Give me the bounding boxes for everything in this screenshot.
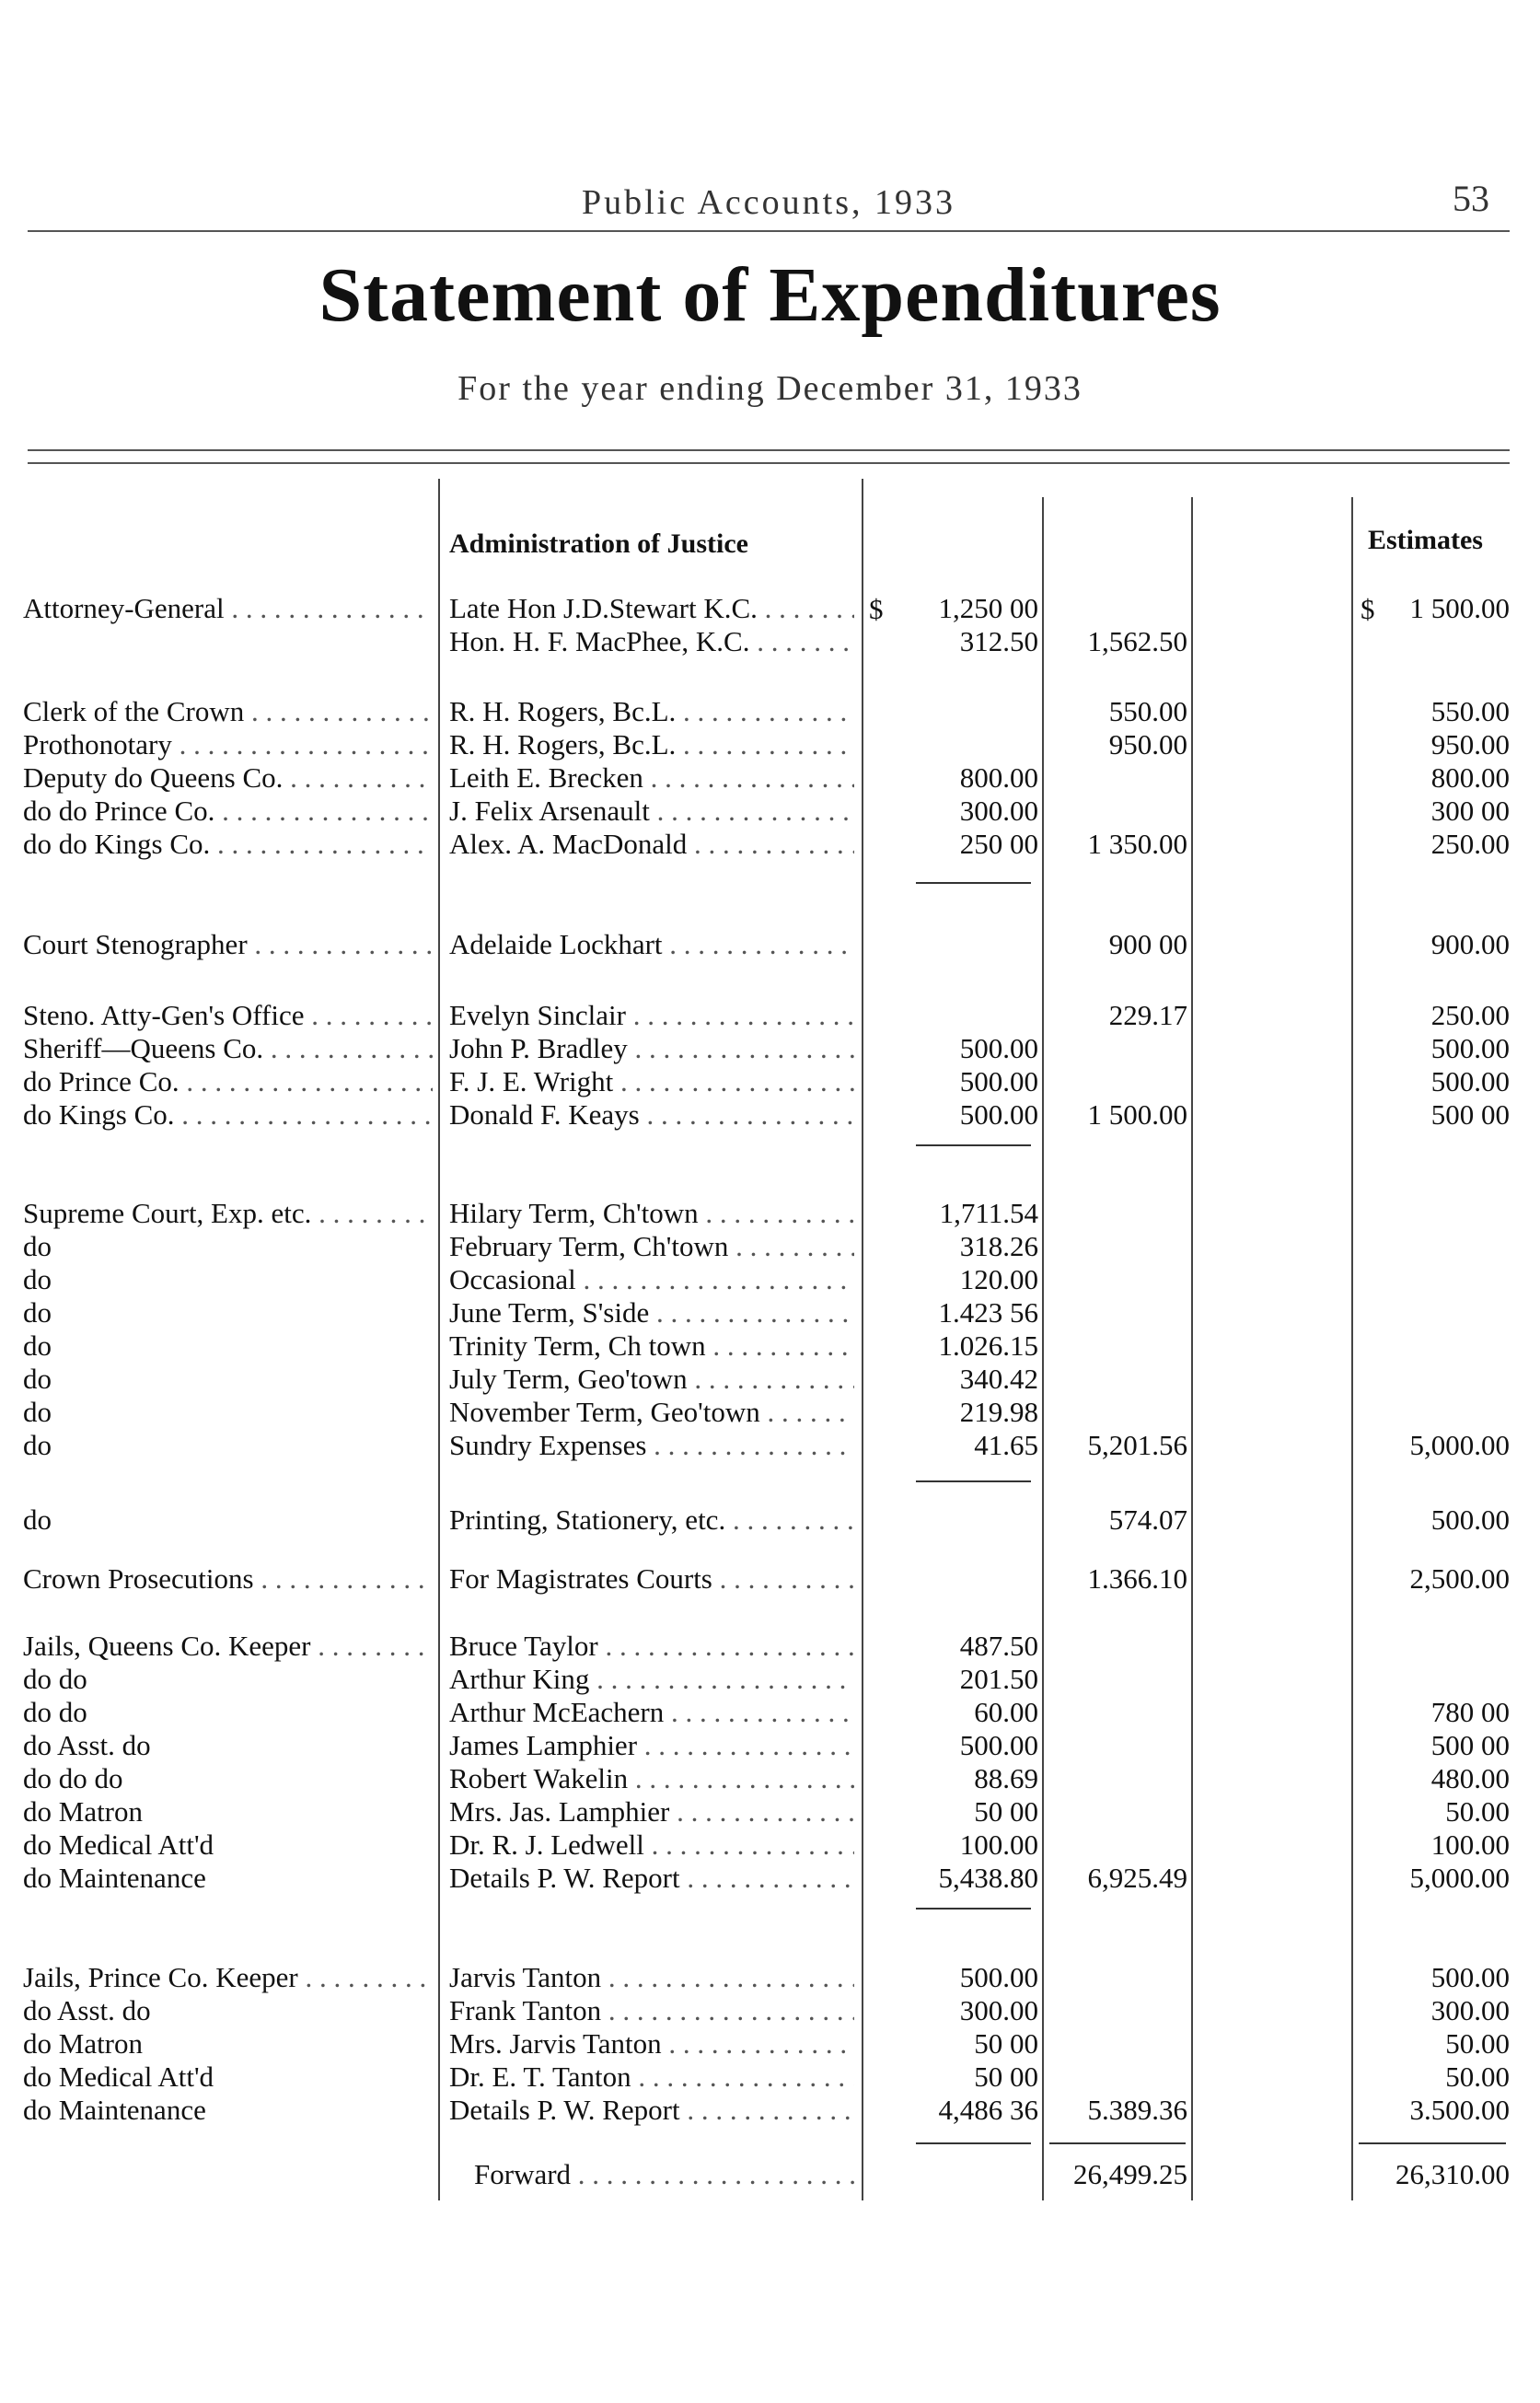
row-total: 229.17	[1108, 999, 1187, 1031]
forward-total: 26,499.25	[1073, 2158, 1187, 2190]
table-row	[0, 2027, 1540, 2061]
row-label: do Medical Att'd	[23, 2061, 214, 2093]
row-amount: 500.00	[959, 1729, 1038, 1761]
row-label: do	[23, 1396, 52, 1428]
row-total: 5.389.36	[1087, 2094, 1187, 2126]
row-payee: Sundry Expenses . . .	[449, 1429, 854, 1462]
table-row	[0, 1396, 1540, 1429]
row-amount: 50 00	[974, 2061, 1038, 2093]
table-row	[0, 1994, 1540, 2027]
row-label: do Kings Co. . . .	[23, 1098, 433, 1132]
row-label: do Matron	[23, 1795, 144, 1828]
table-row	[0, 1429, 1540, 1462]
table-row	[0, 1032, 1540, 1065]
row-estimate: 500.00	[1430, 1503, 1510, 1536]
row-estimate: 500.00	[1430, 1961, 1510, 1993]
row-payee: J. Felix Arsenault . . .	[449, 795, 854, 828]
table-row	[0, 1065, 1540, 1098]
row-payee: June Term, S'side . . .	[449, 1296, 854, 1329]
row-amount: 250 00	[959, 828, 1038, 860]
row-estimate: 950.00	[1430, 728, 1510, 760]
row-payee: Trinity Term, Ch town . . .	[449, 1329, 854, 1363]
forward-row	[0, 2158, 1540, 2191]
row-label: do do do	[23, 1762, 123, 1794]
row-total: 5,201.56	[1087, 1429, 1187, 1461]
row-amount: 50 00	[974, 1795, 1038, 1828]
row-label: Supreme Court, Exp. etc. . . .	[23, 1197, 433, 1230]
row-payee: F. J. E. Wright . . .	[449, 1065, 854, 1098]
table-row	[0, 1795, 1540, 1828]
row-estimate: 550.00	[1430, 695, 1510, 727]
row-label: do	[23, 1263, 52, 1295]
row-label: Attorney-General . . .	[23, 592, 433, 625]
row-payee: Robert Wakelin . . .	[449, 1762, 854, 1795]
row-estimate: 50.00	[1445, 1795, 1510, 1828]
row-label: do Medical Att'd	[23, 1828, 214, 1861]
row-label: Court Stenographer . . .	[23, 928, 433, 961]
page-title: Statement of Expenditures	[318, 252, 1222, 338]
row-estimate: 780 00	[1430, 1696, 1510, 1728]
row-estimate: 800.00	[1430, 761, 1510, 794]
row-amount: 88.69	[974, 1762, 1038, 1794]
row-estimate: 480.00	[1430, 1762, 1510, 1794]
row-amount: 340.42	[959, 1363, 1038, 1395]
row-amount: 1,250 00	[938, 592, 1038, 624]
table-row	[0, 592, 1540, 625]
row-payee: Jarvis Tanton . . .	[449, 1961, 854, 1994]
table-row	[0, 695, 1540, 728]
row-payee: Hilary Term, Ch'town . . .	[449, 1197, 854, 1230]
row-amount: 1.026.15	[938, 1329, 1038, 1362]
row-amount: 300.00	[959, 795, 1038, 827]
row-estimate: 300.00	[1430, 1994, 1510, 2026]
table-row	[0, 1230, 1540, 1263]
row-estimate: 100.00	[1430, 1828, 1510, 1861]
table-row	[0, 1197, 1540, 1230]
row-label: Crown Prosecutions . . .	[23, 1562, 433, 1596]
table-row	[0, 1263, 1540, 1296]
row-label: Sheriff—Queens Co. . . .	[23, 1032, 433, 1065]
row-amount: 500.00	[959, 1032, 1038, 1064]
row-payee: Leith E. Brecken . . .	[449, 761, 854, 795]
row-amount: 60.00	[974, 1696, 1038, 1728]
row-total: 550.00	[1108, 695, 1187, 727]
row-payee: Dr. E. T. Tanton . . .	[449, 2061, 854, 2094]
row-amount: 201.50	[959, 1663, 1038, 1695]
row-payee: For Magistrates Courts . . .	[449, 1562, 854, 1596]
row-amount: 500.00	[959, 1961, 1038, 1993]
row-estimate: 500.00	[1430, 1032, 1510, 1064]
row-payee: Late Hon J.D.Stewart K.C. . . .	[449, 592, 854, 625]
running-title: Public Accounts, 1933	[581, 183, 956, 222]
row-estimate: 500 00	[1430, 1729, 1510, 1761]
row-label: Steno. Atty-Gen's Office . . .	[23, 999, 433, 1032]
row-total: 1.366.10	[1087, 1562, 1187, 1595]
row-label: do do Prince Co. . . .	[23, 795, 433, 828]
row-estimate: 900.00	[1430, 928, 1510, 960]
row-label: Jails, Prince Co. Keeper . . .	[23, 1961, 433, 1994]
table-row	[0, 1098, 1540, 1132]
dollar-sign-amounts: $	[869, 593, 884, 625]
row-label: do Asst. do	[23, 1729, 151, 1761]
row-payee: John P. Bradley . . .	[449, 1032, 854, 1065]
table-row	[0, 1862, 1540, 1895]
row-payee: Occasional . . .	[449, 1263, 854, 1296]
row-amount: 500.00	[959, 1098, 1038, 1131]
table-row	[0, 1630, 1540, 1663]
row-label: do Matron	[23, 2027, 144, 2060]
page-number: 53	[1453, 178, 1489, 219]
sum-line	[916, 1908, 1031, 1910]
row-payee: Frank Tanton . . .	[449, 1994, 854, 2027]
row-amount: 5,438.80	[938, 1862, 1038, 1894]
row-payee: July Term, Geo'town . . .	[449, 1363, 854, 1396]
sum-line	[1359, 2142, 1506, 2144]
row-amount: 500.00	[959, 1065, 1038, 1097]
row-amount: 120.00	[959, 1263, 1038, 1295]
row-payee: Details P. W. Report . . .	[449, 1862, 854, 1895]
running-header	[28, 177, 1510, 232]
table-row	[0, 1663, 1540, 1696]
row-payee: Mrs. Jarvis Tanton . . .	[449, 2027, 854, 2061]
row-total: 1 350.00	[1087, 828, 1187, 860]
sum-line	[916, 882, 1031, 884]
table-row	[0, 999, 1540, 1032]
table-row	[0, 728, 1540, 761]
row-payee: R. H. Rogers, Bc.L. . . .	[449, 728, 854, 761]
row-total: 574.07	[1108, 1503, 1187, 1536]
row-estimate: 250.00	[1430, 999, 1510, 1031]
table-row	[0, 1762, 1540, 1795]
table-row	[0, 828, 1540, 861]
row-payee: November Term, Geo'town . . .	[449, 1396, 854, 1429]
table-row	[0, 2094, 1540, 2127]
row-total: 1 500.00	[1087, 1098, 1187, 1131]
row-label: Jails, Queens Co. Keeper . . .	[23, 1630, 433, 1663]
row-label: do	[23, 1329, 52, 1362]
sum-line	[916, 1144, 1031, 1146]
table-row	[0, 625, 1540, 658]
row-estimate: 500 00	[1430, 1098, 1510, 1131]
row-amount: 487.50	[959, 1630, 1038, 1662]
row-amount: 219.98	[959, 1396, 1038, 1428]
row-estimate: 50.00	[1445, 2061, 1510, 2093]
table-row	[0, 2061, 1540, 2094]
forward-estimate: 26,310.00	[1395, 2158, 1510, 2190]
row-payee: Printing, Stationery, etc. . . .	[449, 1503, 854, 1537]
row-estimate: 50.00	[1445, 2027, 1510, 2060]
row-estimate: 2,500.00	[1409, 1562, 1510, 1595]
row-total: 6,925.49	[1087, 1862, 1187, 1894]
row-amount: 1.423 56	[938, 1296, 1038, 1329]
header-rule	[28, 230, 1510, 232]
row-amount: 41.65	[974, 1429, 1038, 1461]
row-estimate: 5,000.00	[1409, 1862, 1510, 1894]
row-payee: Adelaide Lockhart . . .	[449, 928, 854, 961]
row-estimate: 5,000.00	[1409, 1429, 1510, 1461]
row-amount: 50 00	[974, 2027, 1038, 2060]
row-label: do	[23, 1363, 52, 1395]
table-row	[0, 1329, 1540, 1363]
page-subtitle: For the year ending December 31, 1933	[457, 369, 1083, 408]
row-payee: Evelyn Sinclair . . .	[449, 999, 854, 1032]
dollar-sign-estimates: $	[1361, 593, 1375, 625]
row-label: do	[23, 1429, 52, 1461]
row-amount: 1,711.54	[939, 1197, 1038, 1229]
row-payee: Arthur King . . .	[449, 1663, 854, 1696]
row-payee: Mrs. Jas. Lamphier . . .	[449, 1795, 854, 1828]
row-estimate: 500.00	[1430, 1065, 1510, 1097]
table-row	[0, 1503, 1540, 1537]
row-payee: Hon. H. F. MacPhee, K.C. . . .	[449, 625, 854, 658]
row-label: do	[23, 1230, 52, 1262]
table-row	[0, 1729, 1540, 1762]
row-label: Deputy do Queens Co. . . .	[23, 761, 433, 795]
row-label: do Asst. do	[23, 1994, 151, 2026]
row-label: do	[23, 1503, 52, 1536]
row-label: do do Kings Co. . . .	[23, 828, 433, 861]
row-amount: 300.00	[959, 1994, 1038, 2026]
row-amount: 4,486 36	[938, 2094, 1038, 2126]
row-payee: Details P. W. Report . . .	[449, 2094, 854, 2127]
row-label: do Prince Co. . . .	[23, 1065, 433, 1098]
table-row	[0, 1363, 1540, 1396]
table-row	[0, 1696, 1540, 1729]
row-label: do	[23, 1296, 52, 1329]
sum-line	[916, 2142, 1031, 2144]
row-estimate: 300 00	[1430, 795, 1510, 827]
row-amount: 100.00	[959, 1828, 1038, 1861]
row-amount: 800.00	[959, 761, 1038, 794]
row-payee: Arthur McEachern . . .	[449, 1696, 854, 1729]
table-row	[0, 1961, 1540, 1994]
table-row	[0, 761, 1540, 795]
row-payee: Dr. R. J. Ledwell . . .	[449, 1828, 854, 1862]
row-label: Clerk of the Crown . . .	[23, 695, 433, 728]
row-estimate: 3.500.00	[1409, 2094, 1510, 2126]
table-row	[0, 1562, 1540, 1596]
row-label: Prothonotary . . .	[23, 728, 433, 761]
table-row	[0, 1296, 1540, 1329]
sum-line	[916, 1480, 1031, 1482]
table-row	[0, 928, 1540, 961]
row-payee: Alex. A. MacDonald . . .	[449, 828, 854, 861]
section-heading: Administration of Justice	[449, 528, 748, 559]
row-amount: 312.50	[959, 625, 1038, 657]
forward-label: Forward . . .	[474, 2158, 854, 2191]
row-total: 900 00	[1108, 928, 1187, 960]
row-label: do Maintenance	[23, 2094, 206, 2126]
row-payee: February Term, Ch'town . . .	[449, 1230, 854, 1263]
row-payee: Donald F. Keays . . .	[449, 1098, 854, 1132]
table-row	[0, 795, 1540, 828]
row-payee: Bruce Taylor . . .	[449, 1630, 854, 1663]
sum-line	[1049, 2142, 1186, 2144]
row-estimate: 1 500.00	[1409, 592, 1510, 624]
row-estimate: 250.00	[1430, 828, 1510, 860]
row-total: 1,562.50	[1087, 625, 1187, 657]
row-label: do do	[23, 1663, 87, 1695]
row-amount: 318.26	[959, 1230, 1038, 1262]
row-label: do do	[23, 1696, 87, 1728]
row-payee: R. H. Rogers, Bc.L. . . .	[449, 695, 854, 728]
row-label: do Maintenance	[23, 1862, 206, 1894]
estimates-heading: Estimates	[1368, 525, 1483, 555]
row-total: 950.00	[1108, 728, 1187, 760]
title-double-rule	[28, 449, 1510, 464]
table-row	[0, 1828, 1540, 1862]
row-payee: James Lamphier . . .	[449, 1729, 854, 1762]
